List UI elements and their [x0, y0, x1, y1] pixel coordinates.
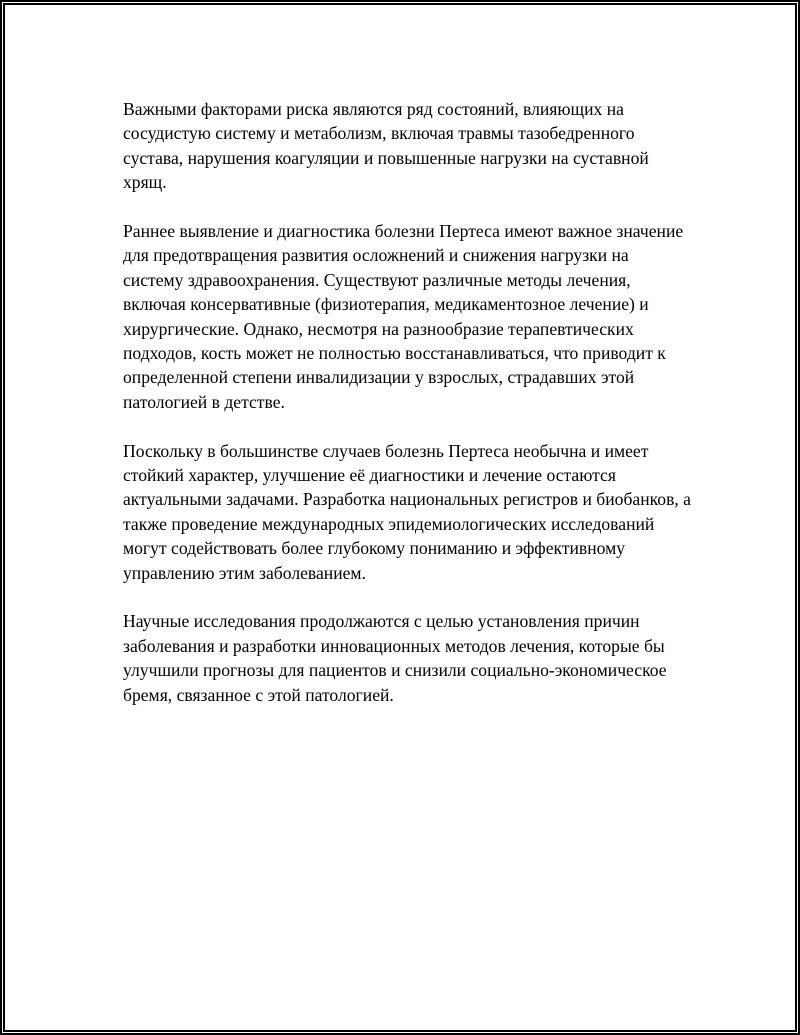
paragraph-risk-factors: Важными факторами риска являются ряд состояний, влияющих на сосудистую систему и метаболизм, включая травмы тазобедренного сустава, нарушения коагуляции и повышенные нагрузки на суставной хрящ. — [123, 99, 649, 193]
paragraph-scientific-research: Научные исследования продолжаются с целью установления причин заболевания и разработки инновационных методов лечения, которые бы улучшили прогнозы для пациентов и снизили социально-экономическое бремя, связанное с этой патологией. — [123, 611, 667, 705]
document-body — [123, 97, 693, 732]
paragraph-diagnosis-treatment: Раннее выявление и диагностика болезни Пертеса имеют важное значение для предотвращения развития осложнений и снижения нагрузки на систему здравоохранения. Существуют различные методы лечения, включая консервативные (физиотерапия, медикаментозное лечение) и хирургические. Однако, несмотря на разнообразие терапевтических подходов, кость может не полностью восстанавливаться, что приводит к определенной степени инвалидизации у взрослых, страдавших этой патологией в детстве. — [123, 221, 684, 412]
paragraph-research-tasks: Поскольку в большинстве случаев болезнь Пертеса необычна и имеет стойкий характер, улучшение её диагностики и лечение остаются актуальными задачами. Разработка национальных регистров и биобанков, а также проведение международных эпидемиологических исследований могут содействовать более глубокому пониманию и эффективному управлению этим заболеванием. — [123, 440, 691, 583]
